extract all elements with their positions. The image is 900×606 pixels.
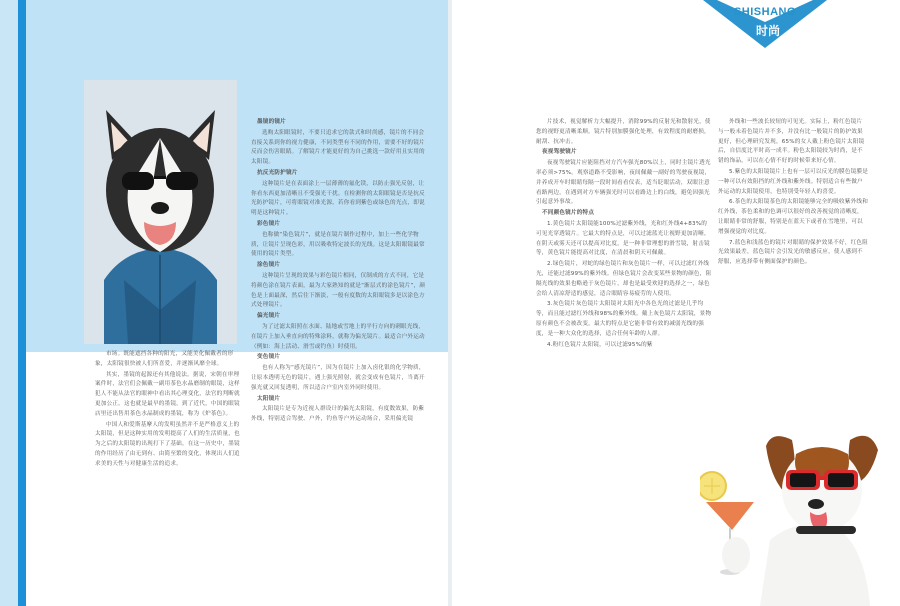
left-edge-strip [0, 0, 18, 606]
paragraph: 为了过滤太阳照在水面、陆地或雪地上的平行方向的刺眼光线，在镜片上加入垂直向的特殊涂料，就称为偏光镜片。最适合户外运动（例如：海上活动、滑雪或钓鱼）时使用。 [251, 323, 425, 350]
paragraph: 也有人称为“感光镜片”，因为在镜片上加入卤化银的化学物质，让原本透明无色的镜片，遇上强光照射，就会变成有色镜片，当离开强光就又回复透明，所以适合户室内室外同时使用。 [251, 365, 425, 391]
section-heading: 偏光镜片 [257, 313, 281, 320]
paragraph: 选购太阳眼镜时，不要只追求它的款式和时尚感，镜片的不同会直接关系到你的视力健康，不同类型有不同的作用，需要不好的镜片反而会伤害眼睛。了解镜片才能更好的为自己挑选一款好用且实用的太阳镜。 [251, 129, 425, 166]
paragraph: 4.粉红色镜片太阳镜，可以过滤95%的紫 [547, 341, 653, 348]
paragraph: 中国人和爱斯基摩人的发明虽然并不是严格意义上的太阳镜，但是这种实用的发明提高了人们的生活质量，也为之后的太阳镜的出现打下了基础。在这一历史中，墨镜的作用经历了由无到有、由简至繁的变化，体现出人们追求美的天性与对健康生活的追求。 [95, 421, 240, 467]
paragraph: 5.紫色的太阳镜镜片上也有一层可以反光的膜色镜膜是一种可以有效阻挡的红外线和紫外线。特别适合有些做户外运动的太阳镜使用，也特别受年轻人的喜爱。 [718, 168, 868, 195]
text-column-left-lower [95, 350, 240, 471]
section-heading: 夜视驾驶镜片 [542, 149, 577, 156]
text-column-left-main [251, 118, 427, 426]
paragraph: 这种镜片是在表面涂上一层薄薄的氟化镁，以防止强光反射，让你看东西更加清晰且不受强光干扰。在检测你的太阳眼镜是否是抗反光防护镜片，可将眼镜对准光源，若你看到紫色或绿色的光点，即说明是这种镜片。 [251, 180, 425, 217]
paragraph: 片技术，视觉解析力大幅提升，消除99%的反射光和散射光，使您的视野更清晰柔顺。镜片特别加膜强化处理，有效程度的耐磨损，耐刮、抗冲击。 [536, 119, 711, 145]
section-heading: 太阳镜片 [257, 395, 281, 402]
paragraph: 3.灰色镜片灰色镜片太阳镜对太阳光中各色光的过滤是几乎均等，而且能过滤红外线和98%的紫外线。戴上灰色镜片太阳镜，景物原有颜色不会被改变，最大的特点是它能非常有效的减弱光线的强度，是一种大众化的选择，适合任何年龄的人群。 [536, 301, 712, 337]
paragraph: 市场。既能遮挡各种的阳光，又能美化佩戴者的形象，太阳镜很快被人们所喜爱，并逐渐风靡全球。 [95, 351, 234, 367]
paragraph: 1.黄色镜片太阳镜能100%过滤紫外线，光和红外线4+83%的可见光穿透镜片。它最大的特点是，可以过滤蓝光让视野更加清晰，在阴天或雾天还可以提高对比度，是一种非常理想的滑雪镜，射击镜等，黄色镜片能提高对比度，在清晨和阴天可佩戴。 [536, 220, 710, 257]
paragraph: 夜视驾驶镜片应能阻挡对方汽车强光80%以上，同时主镜片透光率必须>75%。观察道路不受影响，夜间佩戴一副好的驾驶夜视镜，并养成开车时眼睛每隔一段时间看看仪表，适当眨眼活动，双眼注意看路两边，在遇到对方车辆强光时可以看路边上的白线，避免因强光引起意外事故。 [536, 160, 711, 206]
text-column-right-first [536, 118, 712, 351]
section-heading: 彩色镜片 [257, 220, 281, 227]
section-heading: 抗反光防护镜片 [257, 169, 298, 176]
husky-photo [84, 80, 237, 344]
text-column-right-second [718, 118, 868, 269]
paragraph: 也称做“染色镜片”，就是在镜片制作过程中，加上一些化学物质，让镜片呈现色彩，用以吸收特定波长的光线。这是太阳眼镜最常使用的镜片类型。 [251, 231, 425, 258]
left-blue-bar [18, 0, 26, 606]
paragraph: 这种镜片呈现的效果与彩色镜片相同，仅制成的方式不同，它是将颜色涂在镜片表面，最为大家熟知的就是“渐层式的涂色镜片”，颜色是上面最深，然后往下渐淡，一般有度数的太阳眼镜多是以涂色方式处理镜片。 [251, 272, 426, 309]
brand-chinese-text: 时尚 [755, 24, 780, 38]
paragraph: 其实，墨镜的起源还有其他说法。据说，宋朝在审理案件时，法官们会佩戴一副用茶色水晶磨制的眼镜，这样犯人不能从法官的眼神中看出其心理变化，法官的判断就更加公正。这也就是最早的墨镜。到了近代，中国的眼镜店里还出售用茶色水晶制成的墨镜，称为《炉茶色》。 [95, 371, 240, 417]
paragraph: 7.蓝色和浅蓝色的镜片对眼睛的保护效果不好，红色阻光效果最差，蓝色镜片会引发光的敏感反应，使人感到不舒服，应选择带有侧面保护的颜色。 [718, 239, 868, 266]
section-heading: 不同颜色镜片的特点 [542, 210, 595, 217]
section-heading: 墨镜的镜片 [257, 119, 286, 125]
paragraph: 6.茶色的太阳镜茶色的太阳镜能够完全的吸收紫外线和红外线，茶色柔和的色调可以很好的改善视觉的清晰度，让眼睛非常的舒服，特别是在蓝天下或者在雪地里，可以增强视觉的对比度。 [718, 199, 868, 235]
husky-illustration [84, 80, 237, 344]
paragraph: 太阳镜片是专为近视人群设计的偏光太阳镜，有度数效果，防紫外线，特别适合驾驶、户外，钓鱼等户外运动场合，采用偏光镜 [251, 406, 425, 423]
dog-cocktail-photo [700, 420, 900, 606]
paragraph: 2.绿色镜片，对蛇的绿色镜片和灰色镜片一样，可以过滤红外线光，还能过滤99%的紫外线。但绿色镜片会改变某些景物的颜色，阻隔光线的效果也略逊于灰色镜片，却也是最受欢迎的选择之一，绿色会给人清凉舒适的感觉，适合眼睛容易疲劳的人使用。 [536, 261, 712, 297]
section-heading: 涂色镜片 [257, 262, 281, 269]
paragraph: 外线和一些波长较短的可见光。实际上，粉红色镜片与一般未着色镜片并不多，并没有比一般镜片的防护效果更好，但心理研究发现，65%的女人戴上粉色镜片太阳镜后，自信度比平时高一成半。粉色太阳镜较为时尚，是不错的饰品，可以在心情不好的时候带来好心情。 [718, 119, 865, 165]
brand-latin-text: SHISHANG [733, 6, 797, 18]
section-heading: 变色镜片 [257, 354, 281, 361]
